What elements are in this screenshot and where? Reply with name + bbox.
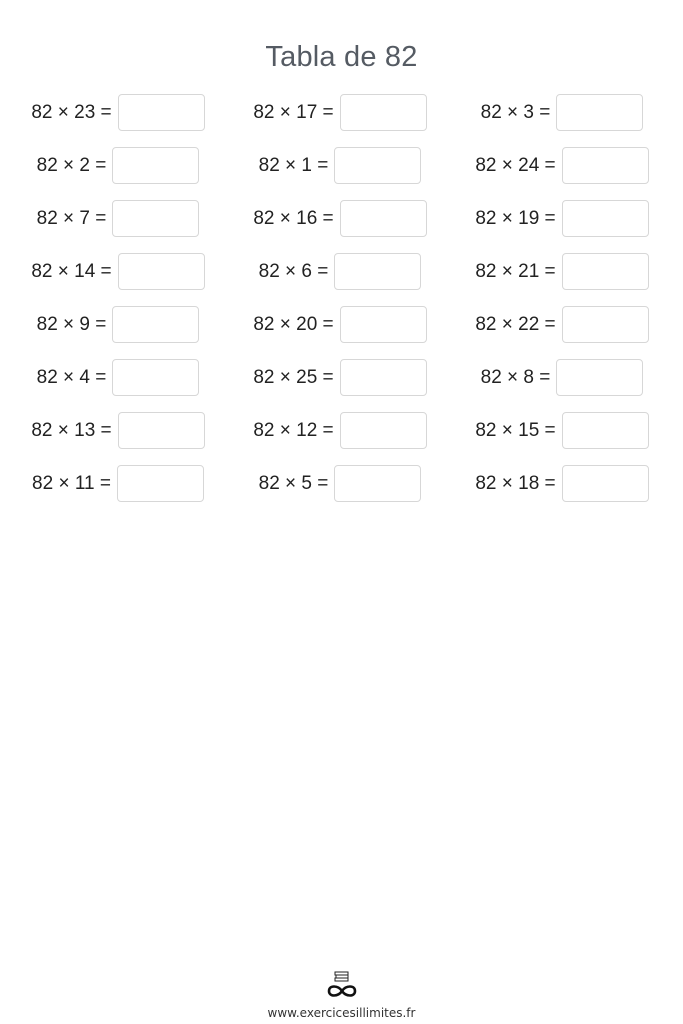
answer-box[interactable] xyxy=(112,147,199,184)
exercise-expression: 82 × 14 = xyxy=(31,260,112,282)
exercise-item xyxy=(7,93,229,132)
exercise-expression: 82 × 1 = xyxy=(258,154,329,176)
exercise-expression: 82 × 16 = xyxy=(253,207,334,229)
exercise-expression: 82 × 17 = xyxy=(253,101,334,123)
exercise-item xyxy=(229,464,451,503)
answer-box[interactable] xyxy=(562,306,649,343)
answer-box[interactable] xyxy=(117,465,204,502)
exercise-expression: 82 × 15 = xyxy=(475,419,556,441)
exercise-expression: 82 × 13 = xyxy=(31,419,112,441)
answer-box[interactable] xyxy=(334,465,421,502)
answer-box[interactable] xyxy=(556,94,643,131)
exercise-item xyxy=(451,252,673,291)
exercise-item xyxy=(451,464,673,503)
page-title: Tabla de 82 xyxy=(265,41,418,74)
exercise-row xyxy=(0,199,683,238)
exercise-row xyxy=(0,358,683,397)
exercise-row xyxy=(0,411,683,450)
exercise-row xyxy=(0,93,683,132)
exercise-item xyxy=(229,146,451,185)
exercise-row xyxy=(0,252,683,291)
answer-box[interactable] xyxy=(562,147,649,184)
exercise-item xyxy=(7,411,229,450)
exercise-item xyxy=(451,411,673,450)
exercise-expression: 82 × 3 = xyxy=(480,101,551,123)
exercise-expression: 82 × 6 = xyxy=(258,260,329,282)
exercise-expression: 82 × 7 = xyxy=(36,207,107,229)
answer-box[interactable] xyxy=(340,94,427,131)
exercise-expression: 82 × 11 = xyxy=(32,472,111,494)
answer-box[interactable] xyxy=(112,359,199,396)
exercise-row xyxy=(0,146,683,185)
exercise-expression: 82 × 25 = xyxy=(253,366,334,388)
exercise-expression: 82 × 4 = xyxy=(36,366,107,388)
exercise-item xyxy=(229,199,451,238)
answer-box[interactable] xyxy=(340,200,427,237)
exercise-item xyxy=(451,199,673,238)
exercise-item xyxy=(229,305,451,344)
exercise-expression: 82 × 24 = xyxy=(475,154,556,176)
exercise-grid xyxy=(0,93,683,517)
answer-box[interactable] xyxy=(340,306,427,343)
answer-box[interactable] xyxy=(340,359,427,396)
answer-box[interactable] xyxy=(334,253,421,290)
answer-box[interactable] xyxy=(112,306,199,343)
answer-box[interactable] xyxy=(118,412,205,449)
footer xyxy=(0,970,683,1020)
exercise-expression: 82 × 5 = xyxy=(258,472,329,494)
exercise-item xyxy=(7,305,229,344)
exercise-expression: 82 × 23 = xyxy=(31,101,112,123)
exercise-item xyxy=(7,252,229,291)
exercise-item xyxy=(451,93,673,132)
exercise-expression: 82 × 21 = xyxy=(475,260,556,282)
exercise-item xyxy=(451,146,673,185)
answer-box[interactable] xyxy=(556,359,643,396)
exercise-item xyxy=(451,358,673,397)
exercise-expression: 82 × 19 = xyxy=(475,207,556,229)
exercise-item xyxy=(229,358,451,397)
answer-box[interactable] xyxy=(340,412,427,449)
answer-box[interactable] xyxy=(118,253,205,290)
exercise-item xyxy=(7,464,229,503)
exercise-item xyxy=(229,252,451,291)
answer-box[interactable] xyxy=(112,200,199,237)
exercise-expression: 82 × 2 = xyxy=(36,154,107,176)
exercise-expression: 82 × 9 = xyxy=(36,313,107,335)
exercise-item xyxy=(451,305,673,344)
answer-box[interactable] xyxy=(562,465,649,502)
answer-box[interactable] xyxy=(334,147,421,184)
exercise-expression: 82 × 22 = xyxy=(475,313,556,335)
exercise-expression: 82 × 20 = xyxy=(253,313,334,335)
website-link[interactable]: www.exercicesillimites.fr xyxy=(267,1006,416,1020)
exercise-row xyxy=(0,464,683,503)
exercise-expression: 82 × 8 = xyxy=(480,366,551,388)
exercise-row xyxy=(0,305,683,344)
exercise-item xyxy=(7,146,229,185)
answer-box[interactable] xyxy=(562,200,649,237)
answer-box[interactable] xyxy=(562,412,649,449)
answer-box[interactable] xyxy=(118,94,205,131)
exercise-item xyxy=(7,358,229,397)
answer-box[interactable] xyxy=(562,253,649,290)
exercise-expression: 82 × 12 = xyxy=(253,419,334,441)
infinity-books-icon xyxy=(324,970,360,1000)
exercise-item xyxy=(7,199,229,238)
exercise-expression: 82 × 18 = xyxy=(475,472,556,494)
exercise-item xyxy=(229,93,451,132)
exercise-item xyxy=(229,411,451,450)
